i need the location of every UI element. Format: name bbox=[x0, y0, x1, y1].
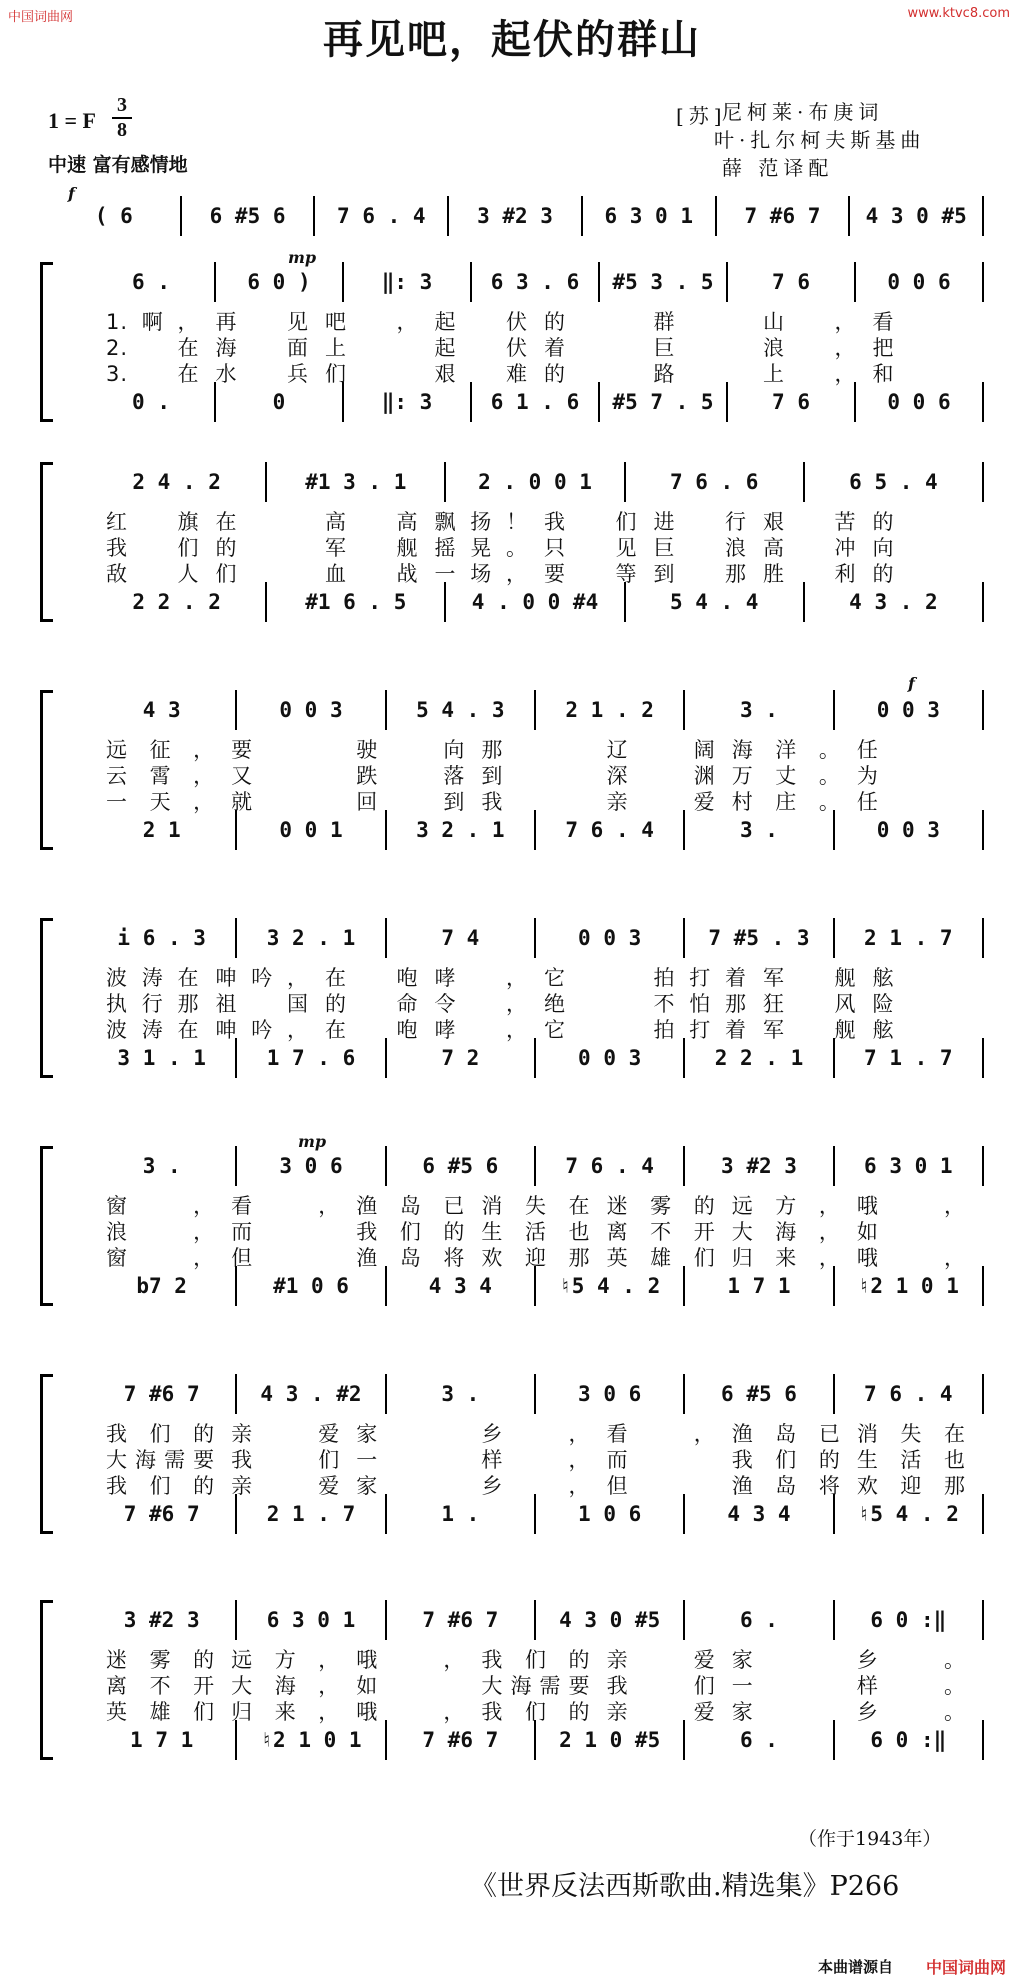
lyric-word: 拍打着 bbox=[653, 966, 747, 990]
lower-voice bbox=[88, 810, 984, 850]
site-watermark-right: www.ktvc8.com bbox=[907, 6, 1010, 21]
measure: 1 7 1 bbox=[685, 1266, 834, 1306]
country-label: [苏] bbox=[676, 104, 727, 128]
lyric-word: 令， bbox=[434, 992, 528, 1016]
time-signature bbox=[112, 94, 132, 142]
lyric-word: 险 bbox=[872, 992, 895, 1016]
system-bracket bbox=[40, 462, 53, 622]
upper-voice bbox=[88, 1146, 984, 1186]
lyric-word: 它 bbox=[544, 1018, 566, 1042]
intro-measure: 6 3 0 1 bbox=[583, 196, 717, 236]
measure: 6 0 :‖ bbox=[835, 1600, 984, 1640]
lyric-word: 生活也 bbox=[481, 1220, 591, 1244]
score-system bbox=[40, 1132, 984, 1306]
lyric-word: 们 bbox=[215, 562, 238, 586]
lyric-word: 家 bbox=[731, 1648, 754, 1672]
measure: 3 . bbox=[387, 1374, 536, 1414]
lyric-word: 归来， bbox=[731, 1246, 841, 1270]
lyric-word: 亲爱 bbox=[606, 1700, 716, 1724]
measure: 6 5 . 4 bbox=[805, 462, 984, 502]
measure: 6 . bbox=[88, 262, 216, 302]
lower-voice bbox=[88, 582, 984, 622]
lyric-word: 胜利 bbox=[763, 562, 857, 586]
lyric-word: 1.啊， bbox=[106, 310, 200, 334]
lyric-word: 我们 bbox=[606, 1674, 716, 1698]
measure: 6 3 0 1 bbox=[835, 1146, 984, 1186]
measure: 6 3 0 1 bbox=[237, 1600, 386, 1640]
lyric-word: 狂风 bbox=[763, 992, 857, 1016]
measure: 3 0 6 bbox=[536, 1374, 685, 1414]
lyric-word: 家 bbox=[731, 1700, 754, 1724]
lyric-word: 祖国 bbox=[215, 992, 309, 1016]
measure: 7 6 bbox=[728, 382, 856, 422]
lyric-word: 驶向 bbox=[356, 738, 466, 762]
lyric-word: 在咆 bbox=[325, 966, 419, 990]
lyric-word: 远征， bbox=[106, 738, 216, 762]
system-bracket bbox=[40, 1374, 53, 1534]
measure: 0 0 3 bbox=[237, 690, 386, 730]
lyric-word: 在咆 bbox=[325, 1018, 419, 1042]
lyric-word: 云霄， bbox=[106, 764, 216, 788]
measure: 2 2 . 2 bbox=[88, 582, 267, 622]
measure: 7 6 . 4 bbox=[536, 1146, 685, 1186]
lyricist-credit: 尼柯莱·布庚词 bbox=[722, 100, 884, 124]
key-signature: 1 = F bbox=[48, 108, 96, 133]
origin-label: 本曲谱源自 bbox=[818, 1958, 894, 1976]
lyric-word: 海洋。 bbox=[731, 738, 841, 762]
lyric-word: 而 bbox=[606, 1448, 629, 1472]
lyric-word: 浪， bbox=[763, 336, 857, 360]
lyric-word: 起伏 bbox=[434, 310, 528, 334]
lyric-word: 巨浪 bbox=[653, 536, 747, 560]
lyric-word: 们 bbox=[325, 362, 347, 386]
measure: 0 0 1 bbox=[237, 810, 386, 850]
lyric-word: 到那 bbox=[653, 562, 747, 586]
system-bracket bbox=[40, 1600, 53, 1760]
measure: ♮5 4 . 2 bbox=[835, 1494, 984, 1534]
time-top: 3 bbox=[117, 94, 127, 116]
lyric-word: 绝 bbox=[544, 992, 566, 1016]
measure: #5 7 . 5 bbox=[600, 382, 728, 422]
lyric-word: 亲爱 bbox=[231, 1474, 341, 1498]
measure: 6 #5 6 bbox=[685, 1374, 834, 1414]
lyric-word: 2.在 bbox=[106, 336, 200, 360]
lyric-word: 在 bbox=[215, 510, 238, 534]
lyric-word: 我们 bbox=[106, 536, 200, 560]
song-title: 再见吧，起伏的群山 bbox=[323, 16, 701, 63]
measure: ‖: 3 bbox=[344, 262, 472, 302]
dynamic-forte: f bbox=[908, 674, 915, 693]
lyric-word: 呻吟， bbox=[215, 966, 309, 990]
lyric-word: 深渊 bbox=[606, 764, 716, 788]
upper-voice bbox=[88, 262, 984, 302]
lyric-word: 我们的 bbox=[356, 1220, 466, 1244]
lyric-word: 我 bbox=[481, 790, 504, 814]
composer-credit: 叶·扎尔柯夫斯基曲 bbox=[714, 128, 926, 152]
lyric-word: 渔岛将 bbox=[356, 1246, 466, 1270]
lyric-word: 哮， bbox=[434, 1018, 528, 1042]
lyric-word: 吧， bbox=[325, 310, 419, 334]
lyric-word: 家 bbox=[356, 1474, 379, 1498]
lyric-word: 村庄。 bbox=[731, 790, 841, 814]
system-bracket bbox=[40, 1146, 53, 1306]
measure: 7 6 . 4 bbox=[835, 1374, 984, 1414]
lyric-word: 亲爱 bbox=[231, 1422, 341, 1446]
measure: 7 6 bbox=[728, 262, 856, 302]
lyric-word: 家 bbox=[356, 1422, 379, 1446]
lyric-word: 我们的 bbox=[106, 1422, 216, 1446]
lyric-word: 哦， bbox=[856, 1246, 966, 1270]
lyric-word: 如 bbox=[356, 1674, 379, 1698]
measure: 4 3 4 bbox=[387, 1266, 536, 1306]
measure: 1 7 1 bbox=[88, 1720, 237, 1760]
lyric-word: 乡， bbox=[481, 1474, 591, 1498]
lyric-word: 呻吟， bbox=[215, 1018, 309, 1042]
lyric-word: 拍打着 bbox=[653, 1018, 747, 1042]
upper-voice bbox=[88, 462, 984, 502]
system-bracket bbox=[40, 262, 53, 422]
measure: 7 2 bbox=[387, 1038, 536, 1078]
lyric-word: 迷雾的 bbox=[106, 1648, 216, 1672]
lyric-word: 水兵 bbox=[215, 362, 309, 386]
lyric-word: 敌人 bbox=[106, 562, 200, 586]
lyric-word: 和 bbox=[872, 362, 895, 386]
lyric-word: 任 bbox=[856, 738, 879, 762]
upper-voice bbox=[88, 1374, 984, 1414]
lyric-word: 归来， bbox=[231, 1700, 341, 1724]
measure: 2 . 0 0 1 bbox=[446, 462, 625, 502]
lyric-word: 军舰 bbox=[325, 536, 419, 560]
lyric-word: 辽阔 bbox=[606, 738, 716, 762]
measure: 3 #2 3 bbox=[685, 1146, 834, 1186]
tempo-marking: 中速 富有感情地 bbox=[48, 154, 188, 176]
lyric-word: 样， bbox=[481, 1448, 591, 1472]
intro-measure: 6 #5 6 bbox=[182, 196, 316, 236]
system-bracket bbox=[40, 690, 53, 850]
measure: 4 3 . #2 bbox=[237, 1374, 386, 1414]
measure: 2 1 bbox=[88, 810, 237, 850]
lyric-word: 一 bbox=[731, 1674, 754, 1698]
lyric-word: 舷 bbox=[872, 966, 895, 990]
lyric-word: 看， bbox=[606, 1422, 716, 1446]
measure: ♮2 1 0 1 bbox=[835, 1266, 984, 1306]
measure: ♮5 4 . 2 bbox=[536, 1266, 685, 1306]
dynamic-mezzo-piano: mp bbox=[288, 248, 317, 267]
score-system bbox=[40, 1600, 984, 1760]
lyric-word: 样。 bbox=[856, 1674, 966, 1698]
measure: #1 6 . 5 bbox=[267, 582, 446, 622]
measure: 2 1 . 2 bbox=[536, 690, 685, 730]
lyric-word: 的 bbox=[872, 510, 895, 534]
lyric-word: 跌落 bbox=[356, 764, 466, 788]
upper-voice bbox=[88, 918, 984, 958]
lyric-word: 山， bbox=[763, 310, 857, 334]
lyric-word: 但 bbox=[606, 1474, 629, 1498]
measure: 1 . bbox=[387, 1494, 536, 1534]
lyric-word: 而 bbox=[231, 1220, 254, 1244]
lyric-word: 向 bbox=[872, 536, 895, 560]
lyric-word: 乡。 bbox=[856, 1700, 966, 1724]
lower-voice bbox=[88, 1038, 984, 1078]
measure: 6 1 . 6 bbox=[472, 382, 600, 422]
measure: b7 2 bbox=[88, 1266, 237, 1306]
lyric-word: 波涛在 bbox=[106, 966, 200, 990]
lyric-word: 红旗 bbox=[106, 510, 200, 534]
lyric-word: 艰难 bbox=[434, 362, 528, 386]
lyric-word: 一天， bbox=[106, 790, 216, 814]
measure: 3 2 . 1 bbox=[237, 918, 386, 958]
measure: 2 4 . 2 bbox=[88, 462, 267, 502]
lyric-word: 到 bbox=[481, 764, 504, 788]
lyric-word: 我们 bbox=[231, 1448, 341, 1472]
measure: ‖: 3 bbox=[344, 382, 472, 422]
lyric-word: 军舰 bbox=[763, 966, 857, 990]
lyric-word: 把 bbox=[872, 336, 895, 360]
lyric-word: 欢迎那 bbox=[856, 1474, 966, 1498]
measure: 7 #6 7 bbox=[387, 1720, 536, 1760]
measure: 3 2 . 1 bbox=[387, 810, 536, 850]
score-system bbox=[40, 674, 984, 850]
lyric-word: 再见 bbox=[215, 310, 309, 334]
lyric-word: 窗， bbox=[106, 1246, 216, 1270]
upper-voice bbox=[88, 1600, 984, 1640]
lyric-word: 上， bbox=[763, 362, 857, 386]
lyric-word: 要等 bbox=[544, 562, 638, 586]
lyric-word: 它 bbox=[544, 966, 566, 990]
lyric-word: 的 bbox=[544, 310, 566, 334]
lyric-word: 看 bbox=[872, 310, 895, 334]
lyric-word: 的 bbox=[215, 536, 238, 560]
lyric-word: 高冲 bbox=[763, 536, 857, 560]
measure: 7 #6 7 bbox=[88, 1494, 237, 1534]
dynamic-mezzo-piano: mp bbox=[298, 1132, 327, 1151]
lyric-word: 为 bbox=[856, 764, 879, 788]
measure: 2 1 . 7 bbox=[835, 918, 984, 958]
lyric-word: 我们的 bbox=[481, 1648, 591, 1672]
lyric-word: 任 bbox=[856, 790, 879, 814]
lyric-word: 看， bbox=[231, 1194, 341, 1218]
measure: 4 3 0 #5 bbox=[536, 1600, 685, 1640]
measure: 6 3 . 6 bbox=[472, 262, 600, 302]
measure: #5 3 . 5 bbox=[600, 262, 728, 302]
lyric-word: 3.在 bbox=[106, 362, 200, 386]
composed-year-note: （作于1943年） bbox=[798, 1828, 942, 1850]
lyric-word: 窗， bbox=[106, 1194, 216, 1218]
lyric-word: 回到 bbox=[356, 790, 466, 814]
lyric-word: 哮， bbox=[434, 966, 528, 990]
lyric-word: 只见 bbox=[544, 536, 638, 560]
lyric-word: 的 bbox=[872, 562, 895, 586]
intro-measure: 7 #6 7 bbox=[717, 196, 851, 236]
dynamic-forte: f bbox=[68, 184, 75, 203]
measure: 7 #6 7 bbox=[88, 1374, 237, 1414]
lyric-word: 军舰 bbox=[763, 1018, 857, 1042]
measure: 0 0 3 bbox=[536, 1038, 685, 1078]
lyric-word: 血战 bbox=[325, 562, 419, 586]
lyric-word: 乡。 bbox=[856, 1648, 966, 1672]
lyric-word: 欢迎那 bbox=[481, 1246, 591, 1270]
lyric-word: 就 bbox=[231, 790, 254, 814]
measure: 6 . bbox=[685, 1720, 834, 1760]
lyric-word: 英雄们 bbox=[106, 1700, 216, 1724]
lyric-word: 的命 bbox=[325, 992, 419, 1016]
measure: 7 4 bbox=[387, 918, 536, 958]
measure: 3 . bbox=[685, 810, 834, 850]
lyric-word: 摇晃。 bbox=[434, 536, 528, 560]
lyric-word: 我们的 bbox=[481, 1700, 591, 1724]
lyric-word: 波涛在 bbox=[106, 1018, 200, 1042]
measure: 0 0 3 bbox=[835, 690, 984, 730]
measure: 2 1 . 7 bbox=[237, 1494, 386, 1534]
measure: 5 4 . 4 bbox=[626, 582, 805, 622]
lyric-word: 消失在 bbox=[481, 1194, 591, 1218]
lyric-word: 远方， bbox=[231, 1648, 341, 1672]
measure: 0 bbox=[216, 382, 344, 422]
lyric-word: 着 bbox=[544, 336, 566, 360]
lyric-word: 大海， bbox=[731, 1220, 841, 1244]
measure: 2 1 0 #5 bbox=[536, 1720, 685, 1760]
lyric-word: 万丈。 bbox=[731, 764, 841, 788]
lyric-word: 艰苦 bbox=[763, 510, 857, 534]
intro-measure: 4 3 0 #5 bbox=[850, 196, 984, 236]
score-system bbox=[40, 1374, 984, 1534]
intro-measures bbox=[48, 196, 984, 236]
measure: 3 1 . 1 bbox=[88, 1038, 237, 1078]
measure: 2 2 . 1 bbox=[685, 1038, 834, 1078]
source-citation: 《世界反法西斯歌曲.精选集》P266 bbox=[470, 1871, 900, 1902]
lyric-word: 又 bbox=[231, 764, 254, 788]
lyric-word: 我们 bbox=[544, 510, 638, 534]
measure: i 6 . 3 bbox=[88, 918, 237, 958]
lyric-word: 执行那 bbox=[106, 992, 200, 1016]
site-watermark-left: 中国词曲网 bbox=[8, 10, 74, 25]
lyric-word: 不怕那 bbox=[653, 992, 747, 1016]
measure: 1 0 6 bbox=[536, 1494, 685, 1534]
measure: #1 3 . 1 bbox=[267, 462, 446, 502]
measure: 6 0 ) bbox=[216, 262, 344, 302]
measure: 3 #2 3 bbox=[88, 1600, 237, 1640]
score-system bbox=[40, 248, 984, 422]
score-system bbox=[40, 462, 984, 622]
lyric-word: 起伏 bbox=[434, 336, 528, 360]
lyric-word: 我们的 bbox=[106, 1474, 216, 1498]
intro-measure: ( 6 bbox=[48, 196, 182, 236]
measure: 7 6 . 6 bbox=[626, 462, 805, 502]
lyric-word: 舷 bbox=[872, 1018, 895, 1042]
measure: 4 3 bbox=[88, 690, 237, 730]
measure: 0 0 6 bbox=[856, 382, 984, 422]
upper-voice bbox=[88, 690, 984, 730]
system-bracket bbox=[40, 918, 53, 1078]
lyric-word: 哦， bbox=[356, 1700, 466, 1724]
lyric-word: 上 bbox=[325, 336, 347, 360]
lyric-word: 大海需要 bbox=[481, 1674, 591, 1698]
measure: 0 0 6 bbox=[856, 262, 984, 302]
lyric-word: 进行 bbox=[653, 510, 747, 534]
measure: 4 3 . 2 bbox=[805, 582, 984, 622]
lyric-word: 要 bbox=[231, 738, 254, 762]
measure: 7 6 . 4 bbox=[536, 810, 685, 850]
lyric-word: 亲爱 bbox=[606, 790, 716, 814]
intro-measure: 7 6 . 4 bbox=[315, 196, 449, 236]
lyric-word: 大海， bbox=[231, 1674, 341, 1698]
measure: 4 . 0 0 #4 bbox=[446, 582, 625, 622]
lyric-word: 海面 bbox=[215, 336, 309, 360]
measure: 5 4 . 3 bbox=[387, 690, 536, 730]
lyric-word: 的 bbox=[544, 362, 566, 386]
lyric-word: 迷雾的 bbox=[606, 1194, 716, 1218]
measure: 6 0 :‖ bbox=[835, 1720, 984, 1760]
lyric-word: 渔岛已 bbox=[356, 1194, 466, 1218]
measure: 6 #5 6 bbox=[387, 1146, 536, 1186]
measure: 7 1 . 7 bbox=[835, 1038, 984, 1078]
lyric-word: 群 bbox=[653, 310, 676, 334]
lyric-word: 远方， bbox=[731, 1194, 841, 1218]
lyric-word: 生活也 bbox=[856, 1448, 966, 1472]
lyric-word: 一 bbox=[356, 1448, 379, 1472]
lower-voice bbox=[88, 382, 984, 422]
lyric-word: 哦， bbox=[856, 1194, 966, 1218]
time-bottom: 8 bbox=[112, 117, 132, 142]
measure: 0 0 3 bbox=[536, 918, 685, 958]
lyric-word: 哦， bbox=[356, 1648, 466, 1672]
intro-measure: 3 #2 3 bbox=[449, 196, 583, 236]
measure: 4 3 4 bbox=[685, 1494, 834, 1534]
intro-line bbox=[40, 184, 984, 236]
lyric-word: 一场， bbox=[434, 562, 528, 586]
lyric-word: 英雄们 bbox=[606, 1246, 716, 1270]
lyric-word: 大海需要 bbox=[106, 1448, 216, 1472]
lyric-word: 离不开 bbox=[606, 1220, 716, 1244]
measure: 3 . bbox=[88, 1146, 237, 1186]
lyric-word: 亲爱 bbox=[606, 1648, 716, 1672]
measure: 3 0 6 bbox=[237, 1146, 386, 1186]
lyric-word: 巨 bbox=[653, 336, 676, 360]
measure: #1 0 6 bbox=[237, 1266, 386, 1306]
origin-site: 中国词曲网 bbox=[926, 1958, 1007, 1977]
measure: 0 0 3 bbox=[835, 810, 984, 850]
translator-credit: 薛 范译配 bbox=[722, 156, 834, 180]
measure: 0 . bbox=[88, 382, 216, 422]
measure: 1 7 . 6 bbox=[237, 1038, 386, 1078]
measure: 7 #6 7 bbox=[387, 1600, 536, 1640]
lyric-word: 那 bbox=[481, 738, 504, 762]
lower-voice bbox=[88, 1494, 984, 1534]
measure: ♮2 1 0 1 bbox=[237, 1720, 386, 1760]
lyric-word: 高高 bbox=[325, 510, 419, 534]
measure: 3 . bbox=[685, 690, 834, 730]
lower-voice bbox=[88, 1720, 984, 1760]
lyric-word: 消失在 bbox=[856, 1422, 966, 1446]
lyric-word: 离不开 bbox=[106, 1674, 216, 1698]
lyric-word: 飘扬！ bbox=[434, 510, 528, 534]
measure: 6 . bbox=[685, 1600, 834, 1640]
lyric-word: 浪， bbox=[106, 1220, 216, 1244]
lyric-word: 我们的 bbox=[731, 1448, 841, 1472]
score-system bbox=[40, 918, 984, 1078]
lyric-word: 渔岛已 bbox=[731, 1422, 841, 1446]
lower-voice bbox=[88, 1266, 984, 1306]
lyric-word: 乡， bbox=[481, 1422, 591, 1446]
measure: 7 #5 . 3 bbox=[685, 918, 834, 958]
lyric-word: 如 bbox=[856, 1220, 879, 1244]
lyric-word: 渔岛将 bbox=[731, 1474, 841, 1498]
lyric-word: 路 bbox=[653, 362, 676, 386]
lyric-word: 但 bbox=[231, 1246, 254, 1270]
